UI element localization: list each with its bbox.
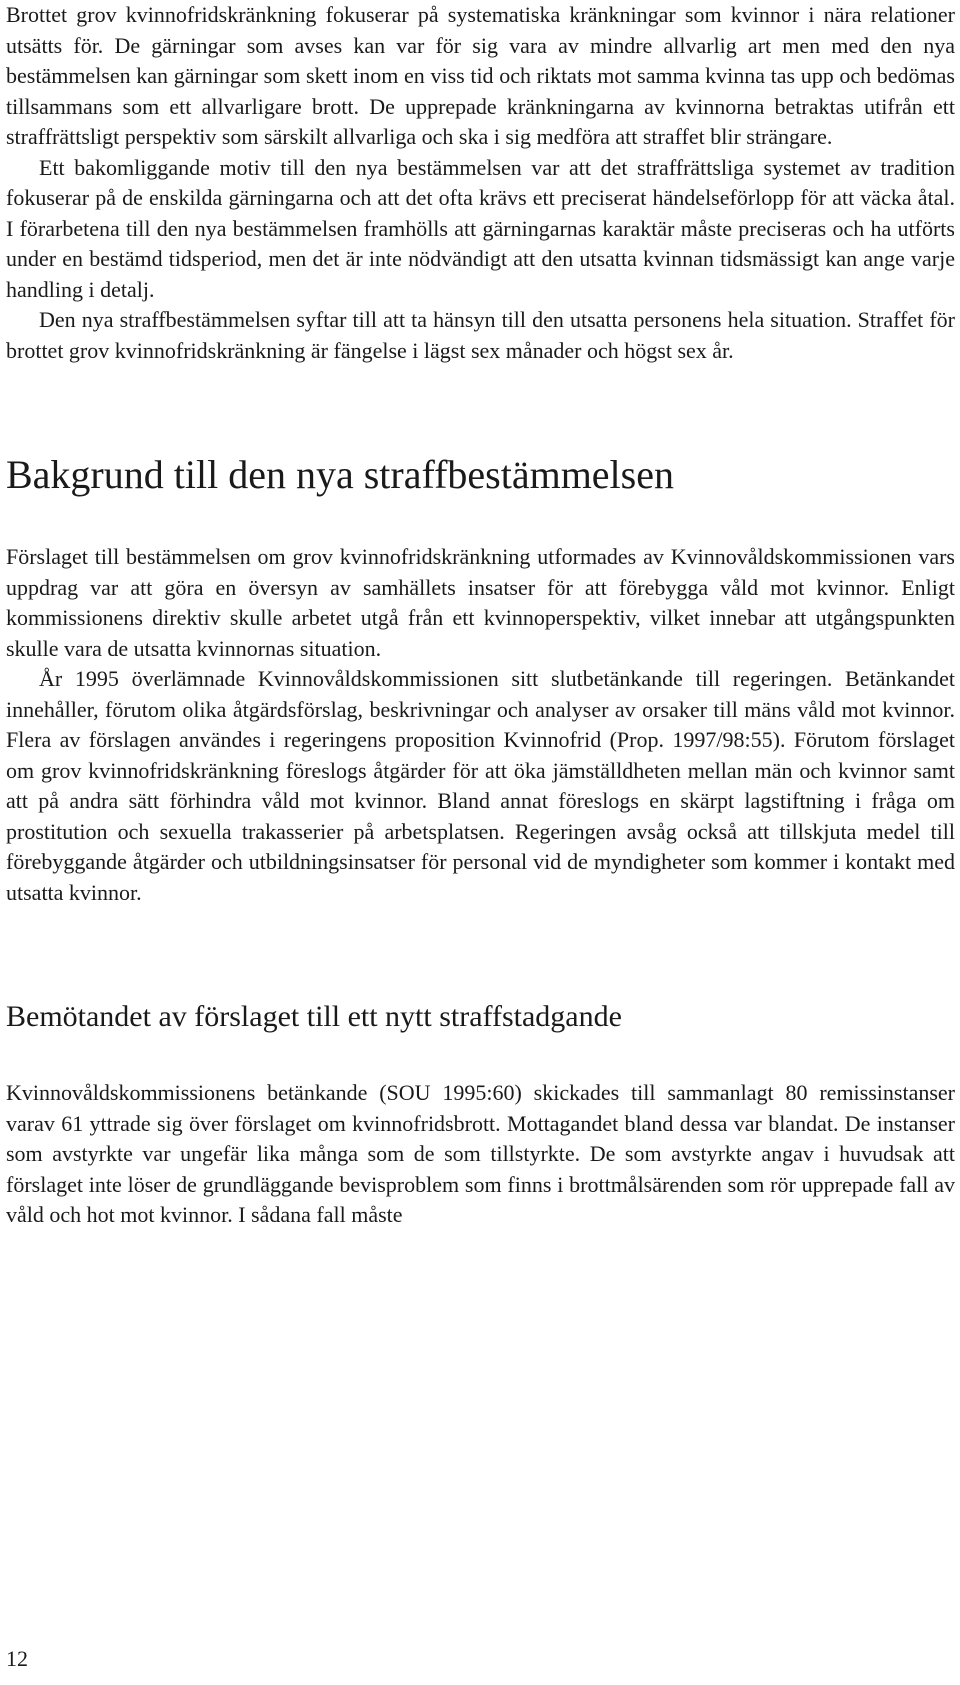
- section-bemotandet: [6, 998, 955, 1231]
- page-number: 12: [6, 1646, 28, 1671]
- paragraph: Brottet grov kvinnofridskränkning fokuserar på systematiska kränkningar som kvinnor i nära relationer utsätts för. De gärningar som avses kan var för sig vara av mindre allvarlig art men med den nya bestämmelsen kan gärningar som skett inom en viss tid och riktats mot samma kvinna tas upp och bedömas tillsammans som ett allvarligare brott. De upprepade kränkningarna av kvinnorna betraktas utifrån ett straffrättsligt perspektiv som särskilt allvarliga och ska i sig medföra att straffet blir strängare.: [6, 2, 955, 149]
- subsection-heading: Bemötandet av förslaget till ett nytt straffstadgande: [6, 1000, 622, 1033]
- section-intro: [6, 0, 955, 366]
- section-bakgrund: [6, 451, 955, 908]
- paragraph: Ett bakomliggande motiv till den nya bestämmelsen var att det straffrättsliga systemet av tradition fokuserar på de enskilda gärningarna och att det ofta krävs ett preciserat händelseförlopp för att väcka åtal. I förarbetena till den nya bestämmelsen framhölls att gärningarnas karaktär måste preciseras och ha utförts under en bestämd tidsperiod, men det är inte nödvändigt att den utsatta kvinnan tidsmässigt kan ange varje handling i detalj.: [6, 154, 955, 302]
- paragraph: Den nya straffbestämmelsen syftar till att ta hänsyn till den utsatta personens hela situation. Straffet för brottet grov kvinnofridskränkning är fängelse i lägst sex månader och högst sex år.: [6, 307, 955, 363]
- paragraph: År 1995 överlämnade Kvinnovåldskommissionen sitt slutbetänkande till regeringen. Betänkandet innehåller, förutom olika åtgärdsförslag, beskrivningar och analyser av orsaker till mäns våld mot kvinnor. Flera av förslagen användes i regeringens proposition Kvinnofrid (Prop. 1997/98:55). Förutom förslaget om grov kvinnofridskränkning föreslogs åtgärder för att öka jämställdheten mellan män och kvinnor samt att på andra sätt förhindra våld mot kvinnor. Bland annat föreslogs en skärpt lagstiftning i fråga om prostitution och sexuella trakasserier på arbetsplatsen. Regeringen avsåg också att tillskjuta medel till förebyggande åtgärder och utbildningsinsatser för personal vid de myndigheter som kommer i kontakt med utsatta kvinnor.: [6, 666, 955, 905]
- section-heading: Bakgrund till den nya straffbestämmelsen: [6, 452, 674, 497]
- document-page: [6, 0, 955, 1231]
- paragraph: Kvinnovåldskommissionens betänkande (SOU 1995:60) skickades till sammanlagt 80 remissinstanser varav 61 yttrade sig över förslaget om kvinnofridsbrott. Mottagandet bland dessa var blandat. De instanser som avstyrkte var ungefär lika många som de som tillstyrkte. De som avstyrkte angav i huvudsak att förslaget inte löser de grundläggande bevisproblem som finns i brottmålsärenden som rör upprepade fall av våld och hot mot kvinnor. I sådana fall måste: [6, 1080, 955, 1227]
- paragraph: Förslaget till bestämmelsen om grov kvinnofridskränkning utformades av Kvinnovåldskommissionen vars uppdrag var att göra en översyn av samhällets insatser för att förebygga våld mot kvinnor. Enligt kommissionens direktiv skulle arbetet utgå från ett kvinnoperspektiv, vilket innebar att utgångspunkten skulle vara de utsatta kvinnornas situation.: [6, 544, 955, 661]
